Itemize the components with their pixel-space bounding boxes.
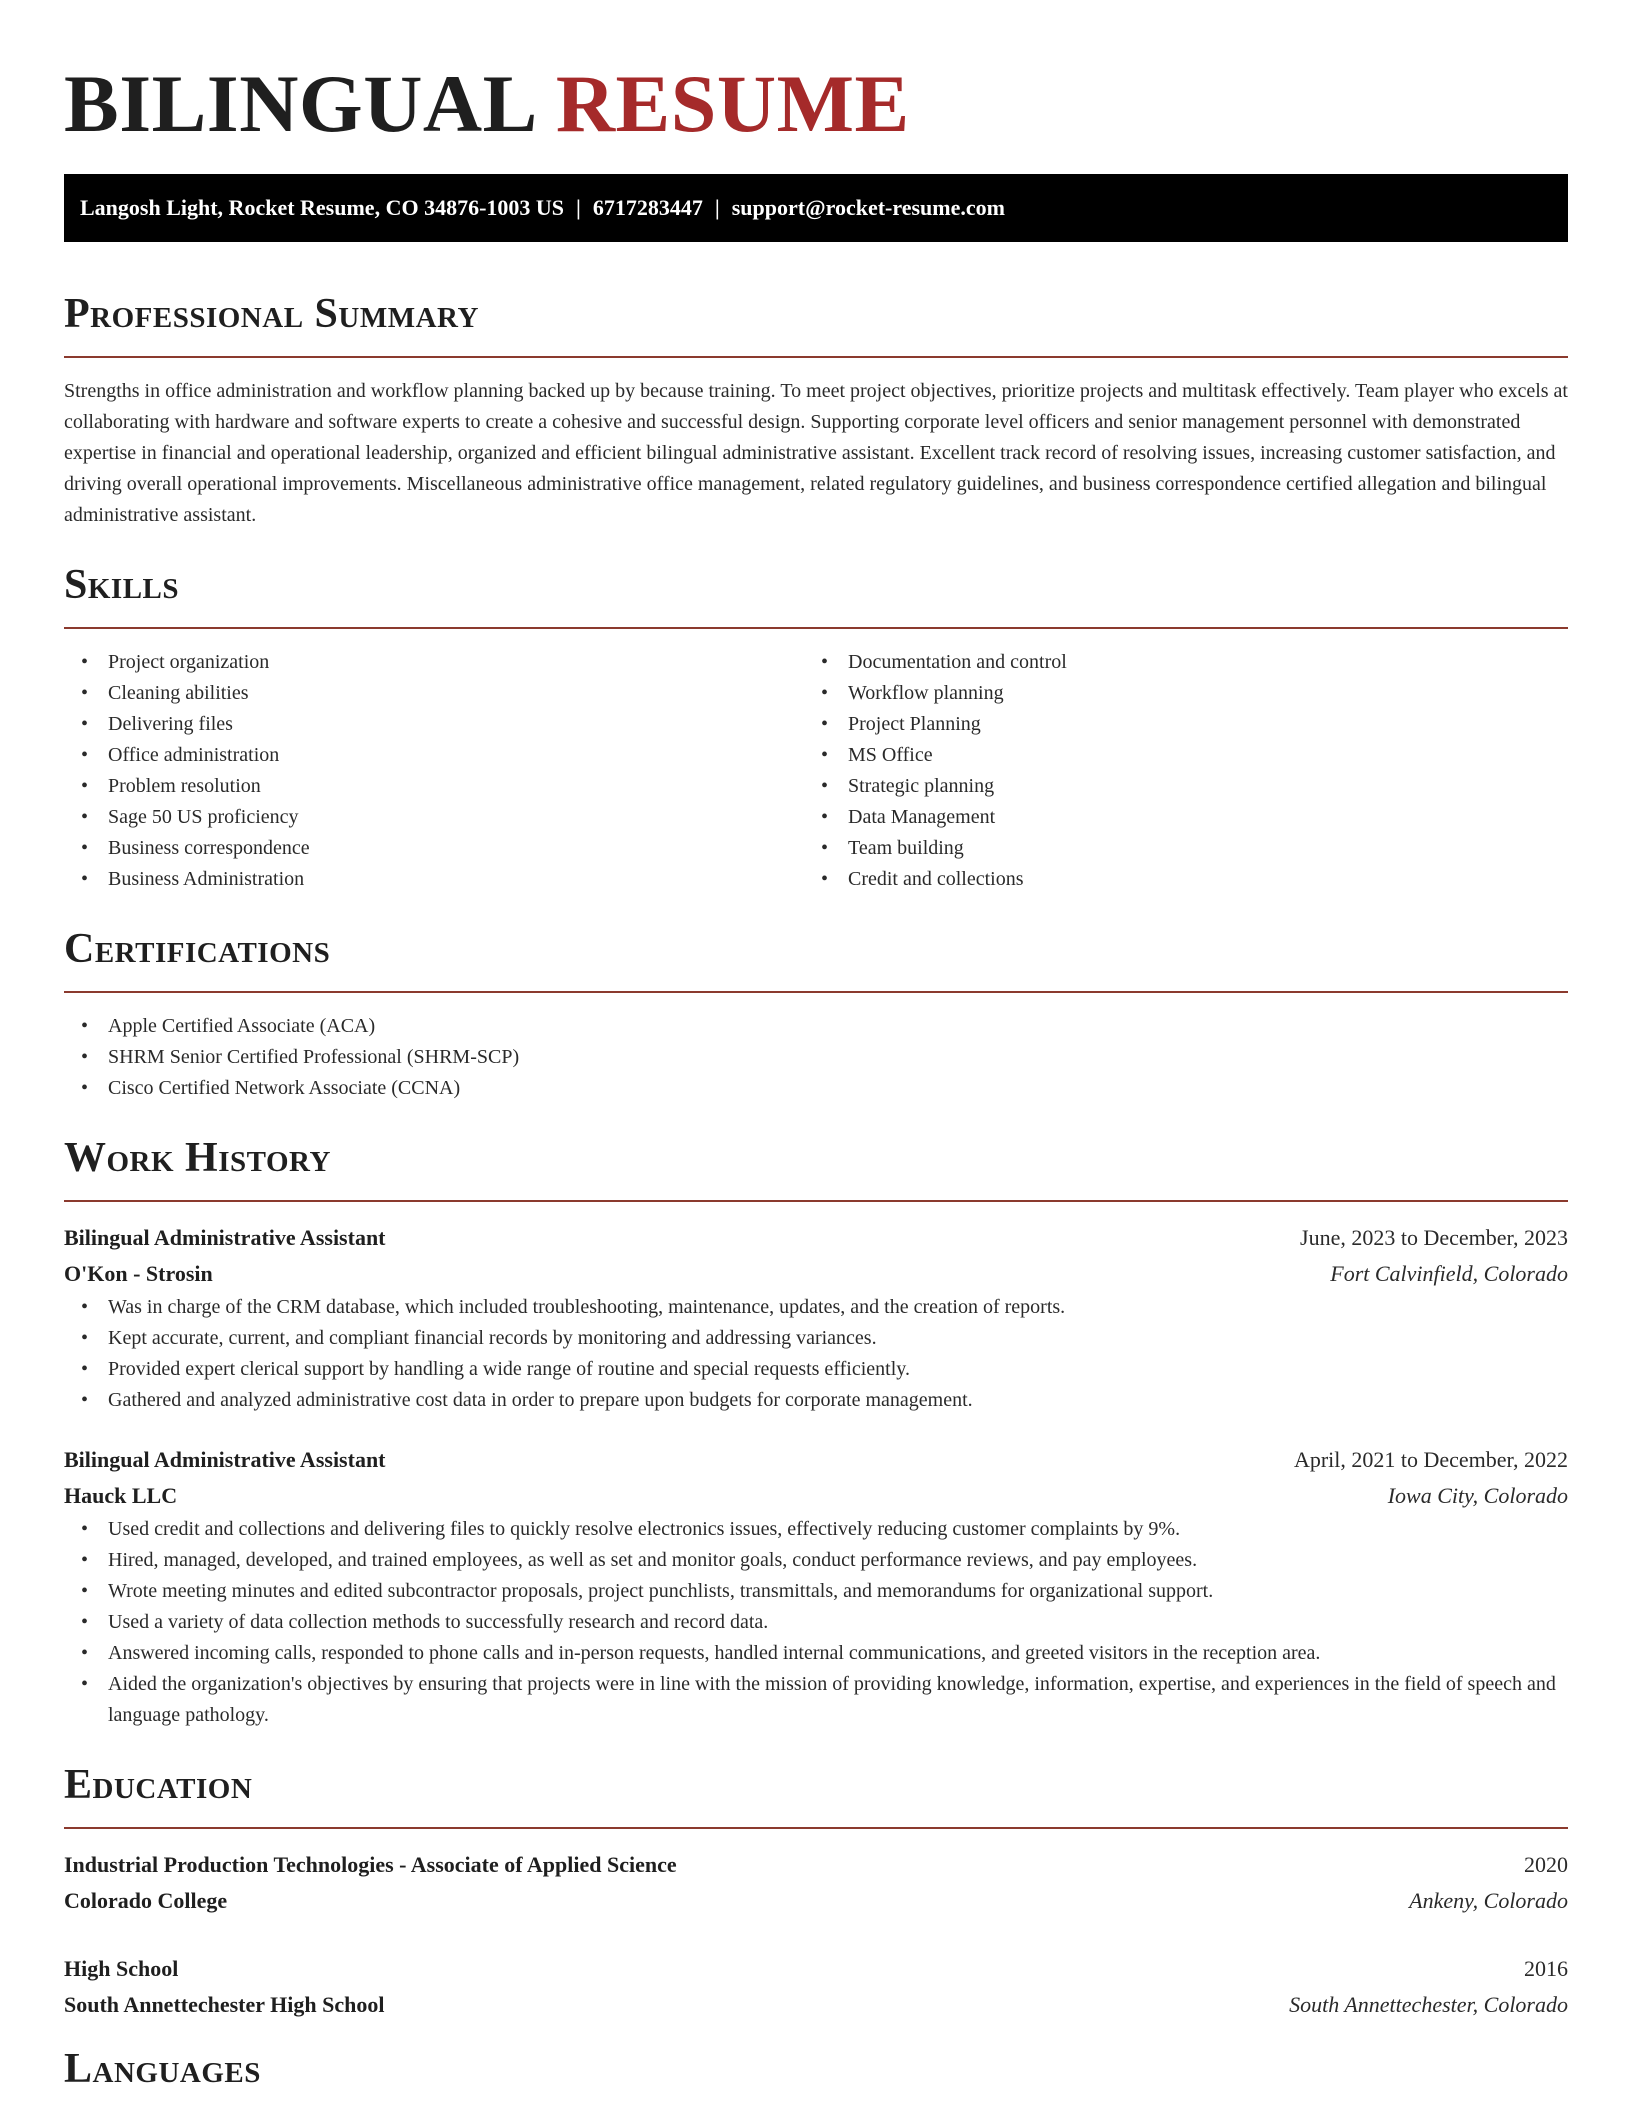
- languages-heading: Languages: [64, 2046, 261, 2092]
- job-location: Fort Calvinfield, Colorado: [1330, 1261, 1568, 1286]
- job-duty-item: • Answered incoming calls, responded to phone calls and in-person requests, handled internal communications, and greeted visitors in the reception area.: [64, 1638, 1568, 1669]
- work-history-heading: Work History: [64, 1135, 331, 1181]
- education-header-row: [64, 1847, 1568, 1883]
- skill-item: • Business Administration: [64, 864, 804, 895]
- education-entry: [64, 1951, 1568, 2023]
- certification-item: • Cisco Certified Network Associate (CCNA): [64, 1073, 1568, 1104]
- title-word-bilingual: BILINGUAL: [64, 58, 538, 149]
- job-entry: [64, 1220, 1568, 1416]
- section-divider: [64, 627, 1568, 629]
- skill-item: • Problem resolution: [64, 771, 804, 802]
- job-title: Bilingual Administrative Assistant: [64, 1447, 386, 1472]
- skills-section: [64, 557, 1568, 895]
- section-divider: [64, 356, 1568, 358]
- education-location: Ankeny, Colorado: [1409, 1888, 1568, 1913]
- job-duty-item: • Gathered and analyzed administrative cost data in order to prepare upon budgets for corporate management.: [64, 1385, 1568, 1416]
- skill-item: • Strategic planning: [804, 771, 1544, 802]
- contact-separator: |: [714, 195, 720, 220]
- job-duties-list: [64, 1292, 1568, 1416]
- contact-separator: |: [576, 195, 581, 220]
- work-history-section: [64, 1130, 1568, 1731]
- certifications-heading: Certifications: [64, 926, 331, 972]
- languages-section: [64, 2041, 1568, 2097]
- job-header-row: [64, 1220, 1568, 1256]
- contact-email[interactable]: support@rocket-resume.com: [731, 195, 1005, 220]
- job-duty-item: • Wrote meeting minutes and edited subcontractor proposals, project punchlists, transmittals, and memorandums for organizational support.: [64, 1576, 1568, 1607]
- education-location: South Annettechester, Colorado: [1289, 1992, 1568, 2017]
- education-degree: High School: [64, 1956, 179, 1981]
- job-company-row: [64, 1478, 1568, 1514]
- skill-item: • Workflow planning: [804, 678, 1544, 709]
- summary-section: [64, 286, 1568, 531]
- job-duty-item: • Used credit and collections and delivering files to quickly resolve electronics issues, effectively reducing customer complaints by 9%.: [64, 1514, 1568, 1545]
- certification-item: • Apple Certified Associate (ACA): [64, 1011, 1568, 1042]
- contact-bar: [64, 174, 1568, 242]
- education-heading: Education: [64, 1762, 253, 1808]
- skill-item: • Cleaning abilities: [64, 678, 804, 709]
- skill-item: • Delivering files: [64, 709, 804, 740]
- job-dates: April, 2021 to December, 2022: [1293, 1447, 1568, 1472]
- job-duty-item: • Provided expert clerical support by handling a wide range of routine and special requests efficiently.: [64, 1354, 1568, 1385]
- skill-item: • Data Management: [804, 802, 1544, 833]
- education-degree: Industrial Production Technologies - Associate of Applied Science: [64, 1852, 677, 1877]
- skills-list-left: [64, 647, 804, 895]
- job-duty-item: • Hired, managed, developed, and trained employees, as well as set and monitor goals, conduct performance reviews, and pay employees.: [64, 1545, 1568, 1576]
- section-divider: [64, 1200, 1568, 1202]
- resume-page: [64, 0, 1568, 2097]
- title-word-resume: RESUME: [555, 58, 910, 149]
- certification-item: • SHRM Senior Certified Professional (SHRM-SCP): [64, 1042, 1568, 1073]
- skill-item: • MS Office: [804, 740, 1544, 771]
- skill-item: • Team building: [804, 833, 1544, 864]
- education-school-row: [64, 1987, 1568, 2023]
- skills-heading: Skills: [64, 562, 180, 608]
- job-duty-item: • Was in charge of the CRM database, which included troubleshooting, maintenance, updates, and the creation of reports.: [64, 1292, 1568, 1323]
- education-school-row: [64, 1883, 1568, 1919]
- education-entry: [64, 1847, 1568, 1919]
- job-entry: [64, 1442, 1568, 1731]
- certifications-section: [64, 921, 1568, 1104]
- education-header-row: [64, 1951, 1568, 1987]
- summary-text: Strengths in office administration and workflow planning backed up by because training. To meet project objectives, prioritize projects and multitask effectively. Team player who excels at collaborating with hardware and software experts to create a cohesive and successful design. Supporting corporate level officers and senior management personnel with demonstrated expertise in financial and operational leadership, organized and efficient bilingual administrative assistant. Excellent track record of resolving issues, increasing customer satisfaction, and driving overall operational improvements. Miscellaneous administrative office management, related regulatory guidelines, and business correspondence certified allegation and bilingual administrative assistant.: [64, 380, 1568, 526]
- contact-address: Langosh Light, Rocket Resume, CO 34876-1003 US: [80, 195, 565, 220]
- education-section: [64, 1757, 1568, 2023]
- resume-title: [64, 58, 1568, 150]
- summary-heading: Professional Summary: [64, 291, 479, 337]
- skill-item: • Office administration: [64, 740, 804, 771]
- job-title: Bilingual Administrative Assistant: [64, 1225, 386, 1250]
- education-year: 2016: [1524, 1956, 1568, 1981]
- job-duties-list: [64, 1514, 1568, 1731]
- contact-phone[interactable]: 6717283447: [592, 195, 703, 220]
- education-school: South Annettechester High School: [64, 1992, 385, 2017]
- section-divider: [64, 1827, 1568, 1829]
- job-duty-item: • Aided the organization's objectives by ensuring that projects were in line with the mission of providing knowledge, information, expertise, and experiences in the field of speech and language pathology.: [64, 1669, 1568, 1731]
- skill-item: • Sage 50 US proficiency: [64, 802, 804, 833]
- education-year: 2020: [1524, 1852, 1568, 1877]
- skill-item: • Credit and collections: [804, 864, 1544, 895]
- job-dates: June, 2023 to December, 2023: [1300, 1225, 1568, 1250]
- skills-grid: [64, 647, 1568, 895]
- job-duty-item: • Used a variety of data collection methods to successfully research and record data.: [64, 1607, 1568, 1638]
- job-company: Hauck LLC: [64, 1483, 178, 1508]
- job-company: O'Kon - Strosin: [64, 1261, 213, 1286]
- job-location: Iowa City, Colorado: [1387, 1483, 1568, 1508]
- certifications-list: [64, 1011, 1568, 1104]
- job-duty-item: • Kept accurate, current, and compliant financial records by monitoring and addressing variances.: [64, 1323, 1568, 1354]
- skills-list-right: [804, 647, 1544, 895]
- job-company-row: [64, 1256, 1568, 1292]
- section-divider: [64, 991, 1568, 993]
- skill-item: • Business correspondence: [64, 833, 804, 864]
- education-school: Colorado College: [64, 1888, 228, 1913]
- skill-item: • Project Planning: [804, 709, 1544, 740]
- job-header-row: [64, 1442, 1568, 1478]
- skill-item: • Documentation and control: [804, 647, 1544, 678]
- skill-item: • Project organization: [64, 647, 804, 678]
